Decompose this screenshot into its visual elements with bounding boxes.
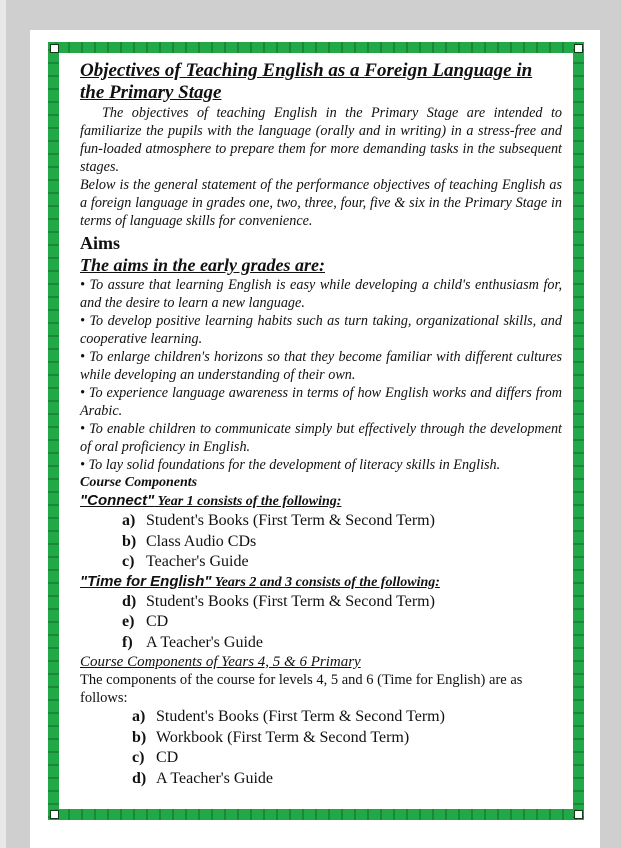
- border-corner-top-right: [574, 44, 583, 53]
- list-item-label: Workbook (First Term & Second Term): [156, 728, 410, 746]
- aim-item: • To develop positive learning habits such as turn taking, organizational skills, and cooperative learning.: [80, 313, 562, 347]
- course-components-heading: Course Components: [80, 475, 198, 490]
- aim-item: • To experience language awareness in terms of how English works and differs from Arabic.: [80, 385, 562, 419]
- aims-subheading: The aims in the early grades are:: [80, 255, 325, 275]
- year23-components-list: [122, 592, 562, 654]
- years456-description: The components of the course for levels 4, 5 and 6 (Time for English) are as follows:: [80, 672, 523, 706]
- list-item-label: CD: [146, 613, 169, 630]
- list-item: [132, 748, 562, 769]
- title-line-1: Objectives of Teaching English as a Foreign Language in: [80, 60, 533, 81]
- list-item: [132, 769, 562, 790]
- year1-components-list: [122, 511, 562, 573]
- list-item: [122, 612, 562, 633]
- list-item: [132, 728, 562, 749]
- aims-heading: Aims: [80, 233, 120, 253]
- list-marker: b): [132, 728, 147, 746]
- years456-components-list: [132, 707, 562, 789]
- list-item-label: CD: [156, 749, 179, 766]
- statement-paragraph: Below is the general statement of the performance objectives of teaching English as a foreign language in grades one, two, three, four, five & six in the Primary Stage in terms of language skills for convenience.: [80, 177, 562, 229]
- year1-heading: [80, 492, 562, 511]
- list-marker: b): [122, 532, 137, 550]
- list-marker: c): [132, 749, 145, 766]
- border-corner-bottom-right: [574, 810, 583, 819]
- list-item-label: Student's Books (First Term & Second Term): [156, 708, 445, 725]
- list-marker: a): [122, 512, 136, 529]
- aim-item: • To enlarge children's horizons so that they become familiar with different cultures while developing an understanding of their own.: [80, 349, 562, 383]
- connect-brand: "Connect": [80, 492, 155, 509]
- list-item: [122, 511, 562, 532]
- list-item-label: A Teacher's Guide: [146, 633, 263, 651]
- list-item-label: Student's Books (First Term & Second Term): [146, 512, 435, 529]
- list-item: [122, 532, 562, 553]
- border-corner-top-left: [50, 44, 59, 53]
- list-item: [122, 633, 562, 654]
- list-marker: f): [122, 633, 133, 651]
- list-item: [122, 592, 562, 613]
- list-item-label: A Teacher's Guide: [156, 769, 273, 787]
- list-item-label: Student's Books (First Term & Second Term): [146, 592, 435, 610]
- list-item-label: Class Audio CDs: [146, 532, 257, 550]
- year1-heading-text: Year 1 consists of the following:: [154, 494, 342, 509]
- list-item: [122, 552, 562, 573]
- list-marker: d): [122, 592, 137, 610]
- list-marker: c): [122, 553, 135, 570]
- year23-heading: [80, 573, 562, 592]
- viewer-left-edge: [0, 0, 6, 848]
- time-for-english-brand: "Time for English": [80, 572, 212, 590]
- years456-heading: Course Components of Years 4, 5 & 6 Primary: [80, 654, 361, 670]
- title-line-2: the Primary Stage: [80, 82, 222, 103]
- document-content: [80, 60, 562, 789]
- aim-item: • To assure that learning English is easy while developing a child's enthusiasm for, and the desire to learn a new language.: [80, 277, 562, 311]
- list-marker: d): [132, 769, 147, 787]
- list-item-label: Teacher's Guide: [146, 553, 249, 570]
- intro-paragraph: The objectives of teaching English in the Primary Stage are intended to familiarize the pupils with the language (orally and in writing) in a stress-free and fun-loaded atmosphere to prepare them for more demanding tasks in the subsequent stages.: [80, 105, 562, 175]
- aim-item: • To enable children to communicate simply but effectively through the development of oral proficiency in English.: [80, 421, 562, 455]
- list-marker: a): [132, 708, 146, 725]
- list-item: [132, 707, 562, 728]
- border-corner-bottom-left: [50, 810, 59, 819]
- list-marker: e): [122, 613, 135, 630]
- aim-item: • To lay solid foundations for the development of literacy skills in English.: [80, 457, 501, 473]
- year23-heading-text: Years 2 and 3 consists of the following:: [211, 574, 440, 590]
